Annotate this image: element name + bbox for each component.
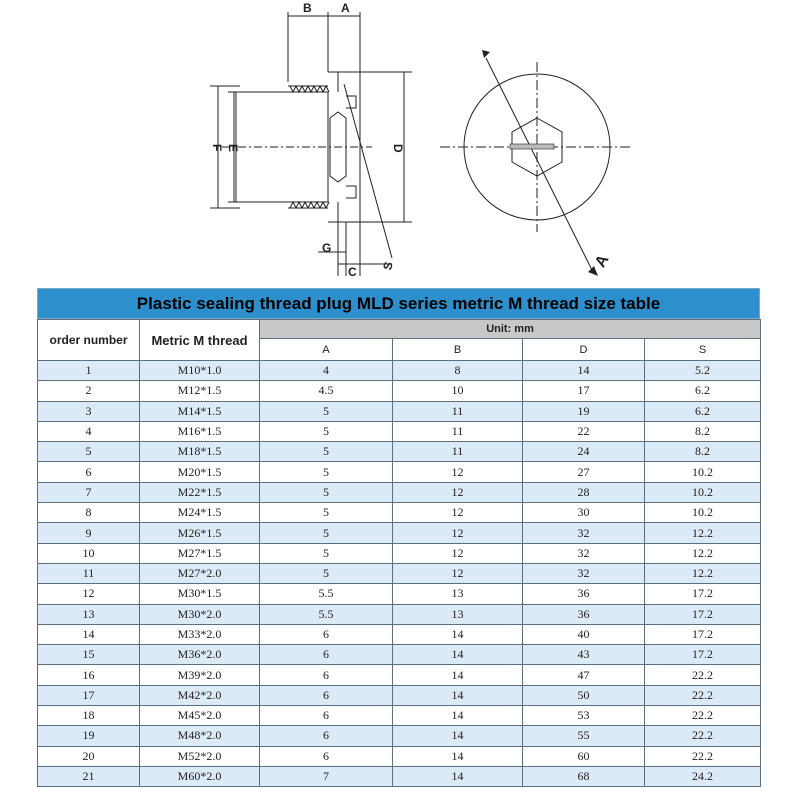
cell-s: 17.2 (645, 645, 761, 665)
cell-d: 53 (523, 706, 645, 726)
cell-thread: M14*1.5 (140, 401, 260, 421)
cell-a: 5 (260, 482, 393, 502)
cell-a: 5 (260, 462, 393, 482)
cell-order: 13 (38, 604, 140, 624)
cell-s: 10.2 (645, 462, 761, 482)
cell-thread: M48*2.0 (140, 726, 260, 746)
cell-a: 6 (260, 726, 393, 746)
header-s: S (645, 339, 761, 361)
cell-d: 27 (523, 462, 645, 482)
cell-thread: M18*1.5 (140, 442, 260, 462)
table-row (38, 523, 761, 543)
cell-b: 12 (393, 563, 523, 583)
table-row (38, 766, 761, 786)
cell-d: 55 (523, 726, 645, 746)
cell-b: 14 (393, 766, 523, 786)
cell-d: 32 (523, 563, 645, 583)
size-table-grid (37, 319, 761, 787)
arrow-lower-icon (588, 266, 598, 276)
cell-b: 11 (393, 442, 523, 462)
cell-thread: M20*1.5 (140, 462, 260, 482)
table-title: Plastic sealing thread plug MLD series metric M thread size table (37, 288, 760, 319)
cell-d: 60 (523, 746, 645, 766)
label-s: S (380, 260, 396, 272)
cell-a: 6 (260, 706, 393, 726)
cell-b: 12 (393, 523, 523, 543)
cell-s: 6.2 (645, 381, 761, 401)
cell-s: 12.2 (645, 563, 761, 583)
cell-a: 5.5 (260, 604, 393, 624)
cell-order: 18 (38, 706, 140, 726)
cell-d: 32 (523, 543, 645, 563)
header-metric-thread: Metric M thread (140, 320, 260, 361)
cell-order: 3 (38, 401, 140, 421)
table-row (38, 503, 761, 523)
cell-thread: M10*1.0 (140, 361, 260, 381)
cell-b: 14 (393, 706, 523, 726)
cell-thread: M45*2.0 (140, 706, 260, 726)
cell-d: 43 (523, 645, 645, 665)
header-b: B (393, 339, 523, 361)
cell-d: 32 (523, 523, 645, 543)
cell-order: 21 (38, 766, 140, 786)
cell-b: 14 (393, 665, 523, 685)
cell-a: 4 (260, 361, 393, 381)
table-row (38, 604, 761, 624)
cell-order: 20 (38, 746, 140, 766)
cell-a: 4.5 (260, 381, 393, 401)
cell-thread: M39*2.0 (140, 665, 260, 685)
cell-b: 14 (393, 685, 523, 705)
cell-order: 5 (38, 442, 140, 462)
dim-s-leader (344, 84, 392, 258)
cell-thread: M36*2.0 (140, 645, 260, 665)
cell-s: 22.2 (645, 726, 761, 746)
cell-s: 10.2 (645, 482, 761, 502)
cell-order: 6 (38, 462, 140, 482)
table-row (38, 543, 761, 563)
cell-b: 14 (393, 726, 523, 746)
cell-a: 5 (260, 421, 393, 441)
cell-s: 6.2 (645, 401, 761, 421)
cell-s: 8.2 (645, 442, 761, 462)
cell-thread: M12*1.5 (140, 381, 260, 401)
label-g: G (322, 241, 332, 255)
label-d: D (391, 144, 405, 153)
cell-order: 12 (38, 584, 140, 604)
cell-order: 4 (38, 421, 140, 441)
table-body (38, 361, 761, 787)
cell-a: 7 (260, 766, 393, 786)
cell-thread: M42*2.0 (140, 685, 260, 705)
thread-teeth-upper (290, 86, 329, 92)
cell-d: 24 (523, 442, 645, 462)
cell-d: 28 (523, 482, 645, 502)
cell-a: 5 (260, 543, 393, 563)
cell-order: 14 (38, 624, 140, 644)
table-row (38, 442, 761, 462)
cell-s: 8.2 (645, 421, 761, 441)
cell-b: 14 (393, 645, 523, 665)
cell-s: 12.2 (645, 523, 761, 543)
table-row (38, 584, 761, 604)
cell-a: 6 (260, 746, 393, 766)
cell-b: 13 (393, 584, 523, 604)
cell-thread: M60*2.0 (140, 766, 260, 786)
table-row (38, 624, 761, 644)
header-unit: Unit: mm (260, 320, 761, 339)
cell-b: 11 (393, 401, 523, 421)
cell-d: 19 (523, 401, 645, 421)
cell-order: 8 (38, 503, 140, 523)
table-row (38, 361, 761, 381)
cell-thread: M24*1.5 (140, 503, 260, 523)
header-a: A (260, 339, 393, 361)
plug-drawing-svg (0, 0, 800, 288)
cell-order: 15 (38, 645, 140, 665)
cell-s: 17.2 (645, 604, 761, 624)
cell-thread: M52*2.0 (140, 746, 260, 766)
cell-s: 5.2 (645, 361, 761, 381)
cell-thread: M30*2.0 (140, 604, 260, 624)
cell-thread: M30*1.5 (140, 584, 260, 604)
cell-b: 12 (393, 462, 523, 482)
cell-order: 9 (38, 523, 140, 543)
cell-d: 30 (523, 503, 645, 523)
table-row (38, 421, 761, 441)
cell-order: 2 (38, 381, 140, 401)
cell-s: 22.2 (645, 746, 761, 766)
cell-s: 22.2 (645, 706, 761, 726)
table-row (38, 462, 761, 482)
label-a: A (341, 1, 350, 15)
cell-a: 5 (260, 503, 393, 523)
thread-teeth-lower (290, 202, 329, 208)
table-row (38, 482, 761, 502)
cell-s: 22.2 (645, 685, 761, 705)
cell-thread: M26*1.5 (140, 523, 260, 543)
cell-b: 8 (393, 361, 523, 381)
label-a-section: A (591, 251, 613, 271)
table-row (38, 746, 761, 766)
cell-s: 17.2 (645, 584, 761, 604)
cell-a: 6 (260, 624, 393, 644)
label-e: E (226, 144, 240, 153)
label-b: B (303, 1, 312, 15)
cell-thread: M27*2.0 (140, 563, 260, 583)
cell-b: 14 (393, 746, 523, 766)
cell-b: 11 (393, 421, 523, 441)
cell-s: 10.2 (645, 503, 761, 523)
cell-order: 10 (38, 543, 140, 563)
cell-d: 47 (523, 665, 645, 685)
cell-order: 1 (38, 361, 140, 381)
cell-d: 36 (523, 584, 645, 604)
table-row (38, 685, 761, 705)
cell-order: 7 (38, 482, 140, 502)
cell-b: 12 (393, 543, 523, 563)
table-row (38, 645, 761, 665)
cell-d: 22 (523, 421, 645, 441)
cell-a: 5 (260, 401, 393, 421)
cell-thread: M27*1.5 (140, 543, 260, 563)
cell-s: 22.2 (645, 665, 761, 685)
label-c: C (348, 265, 357, 279)
hex-slot (510, 144, 554, 149)
cell-order: 11 (38, 563, 140, 583)
cell-order: 19 (38, 726, 140, 746)
table-row (38, 706, 761, 726)
technical-drawing (0, 0, 800, 288)
cell-order: 17 (38, 685, 140, 705)
cell-thread: M33*2.0 (140, 624, 260, 644)
arrow-upper-icon (482, 50, 490, 58)
table-row (38, 401, 761, 421)
cell-a: 5.5 (260, 584, 393, 604)
table-row (38, 726, 761, 746)
cell-d: 17 (523, 381, 645, 401)
cell-s: 12.2 (645, 543, 761, 563)
cell-d: 50 (523, 685, 645, 705)
cell-d: 40 (523, 624, 645, 644)
section-line (486, 58, 592, 270)
header-d: D (523, 339, 645, 361)
cell-b: 14 (393, 624, 523, 644)
header-order-number: order number (38, 320, 140, 361)
cell-thread: M16*1.5 (140, 421, 260, 441)
cell-order: 16 (38, 665, 140, 685)
cell-d: 36 (523, 604, 645, 624)
cell-d: 14 (523, 361, 645, 381)
cell-b: 12 (393, 503, 523, 523)
cell-b: 13 (393, 604, 523, 624)
table-row (38, 563, 761, 583)
cell-a: 5 (260, 523, 393, 543)
cell-s: 17.2 (645, 624, 761, 644)
cell-a: 6 (260, 645, 393, 665)
size-table (37, 288, 760, 787)
cell-thread: M22*1.5 (140, 482, 260, 502)
cell-d: 68 (523, 766, 645, 786)
label-f: F (210, 144, 224, 152)
cell-b: 12 (393, 482, 523, 502)
table-row (38, 665, 761, 685)
cell-a: 5 (260, 563, 393, 583)
cell-a: 6 (260, 685, 393, 705)
cell-b: 10 (393, 381, 523, 401)
cell-a: 6 (260, 665, 393, 685)
table-row (38, 381, 761, 401)
cell-s: 24.2 (645, 766, 761, 786)
cell-a: 5 (260, 442, 393, 462)
